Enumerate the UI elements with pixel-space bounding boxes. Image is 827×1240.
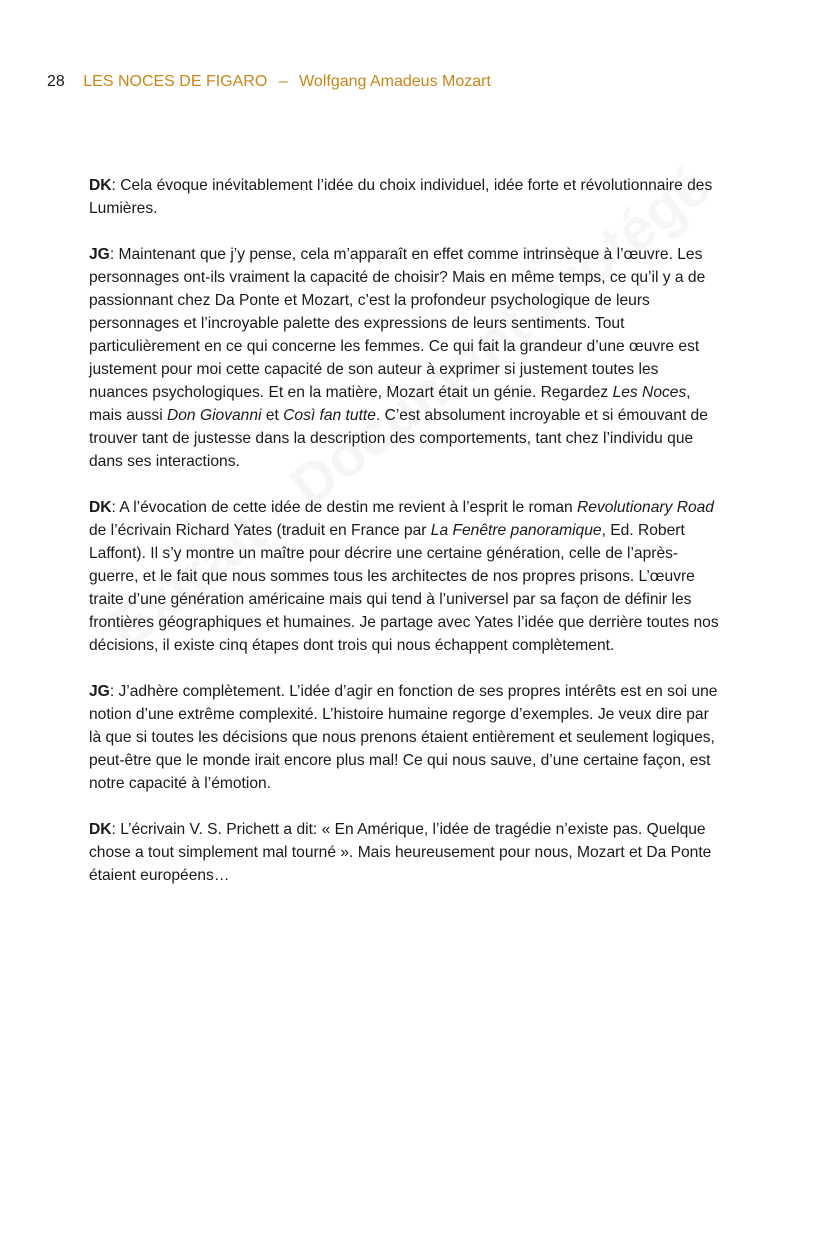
work-title: Revolutionary Road [577,499,714,516]
paragraph-text: de l’écrivain Richard Yates (traduit en France par [89,522,431,539]
paragraph-text: et [261,407,284,424]
speaker-label: JG [89,683,110,700]
work-title: Così fan tutte [283,407,376,424]
paragraph-text: . C’est absolument incroyable et si émouvant de trouver tant de justesse dans la description des comportements, tant chez l’individu que dans ses interactions. [89,407,708,470]
paragraph-text: : L’écrivain V. S. Prichett a dit: « En Amérique, l’idée de tragédie n’existe pas. Quelque chose a tout simplement mal tourné ». Mais heureusement pour nous, Mozart et Da Ponte étaient européens… [89,821,712,884]
work-title: Don Giovanni [167,407,262,424]
paragraph-text: : J’adhère complètement. L’idée d’agir en fonction de ses propres intérêts est en soi une notion d’une extrême complexité. L’histoire humaine regorge d’exemples. Je veux dire par là que si toutes les décisions que nous prenons étaient entièrement et seulement logiques, peut-être que le monde irait encore plus mal! Ce qui nous sauve, d’une certaine façon, est notre capacité à l’émotion. [89,683,718,792]
work-title: La Fenêtre panoramique [430,522,602,539]
paragraph-text: : A l’évocation de cette idée de destin me revient à l’esprit le roman [111,499,578,516]
header-separator: – [278,73,288,90]
running-header [47,72,491,92]
interview-paragraph [89,243,719,473]
paragraph-text: , mais aussi [89,384,691,424]
work-title: Les Noces [612,384,687,401]
interview-paragraph [89,680,719,795]
paragraph-text: : Cela évoque inévitablement l’idée du choix individuel, idée forte et révolutionnaire des Lumières. [89,177,713,217]
speaker-label: JG [89,246,110,263]
book-author: Wolfgang Amadeus Mozart [299,73,491,90]
speaker-label: DK [89,499,112,516]
interview-paragraph [89,496,719,657]
interview-body [89,174,719,910]
paragraph-text: : Maintenant que j’y pense, cela m’apparaît en effet comme intrinsèque à l’œuvre. Les personnages ont-ils vraiment la capacité de choisir? Mais en même temps, ce qu’il y a de passionnant chez Da Ponte et Mozart, c’est la profondeur psychologique de leurs personnages et l’incroyable palette des expressions de leurs sentiments. Tout particulièrement en ce qui concerne les femmes. Ce qui fait la grandeur d’une œuvre est justement pour moi cette capacité de son auteur à exprimer si justement toutes les nuances psychologiques. Et en la matière, Mozart était un génie. Regardez [89,246,706,401]
paragraph-text: , Ed. Robert Laffont). Il s’y montre un maître pour décrire une certaine génération, celle de l’après-guerre, et le fait que nous sommes tous les architectes de nos propres prisons. L’œuvre traite d’une génération américaine mais qui tend à l’universel par sa façon de définir les frontières géographiques et humaines. Je partage avec Yates l’idée que derrière toutes nos décisions, il existe cinq étapes dont trois qui nous échappent complètement. [89,522,719,654]
interview-paragraph [89,818,719,887]
speaker-label: DK [89,177,112,194]
page-number: 28 [47,73,65,90]
book-title: LES NOCES DE FIGARO [83,73,268,90]
speaker-label: DK [89,821,112,838]
interview-paragraph [89,174,719,220]
